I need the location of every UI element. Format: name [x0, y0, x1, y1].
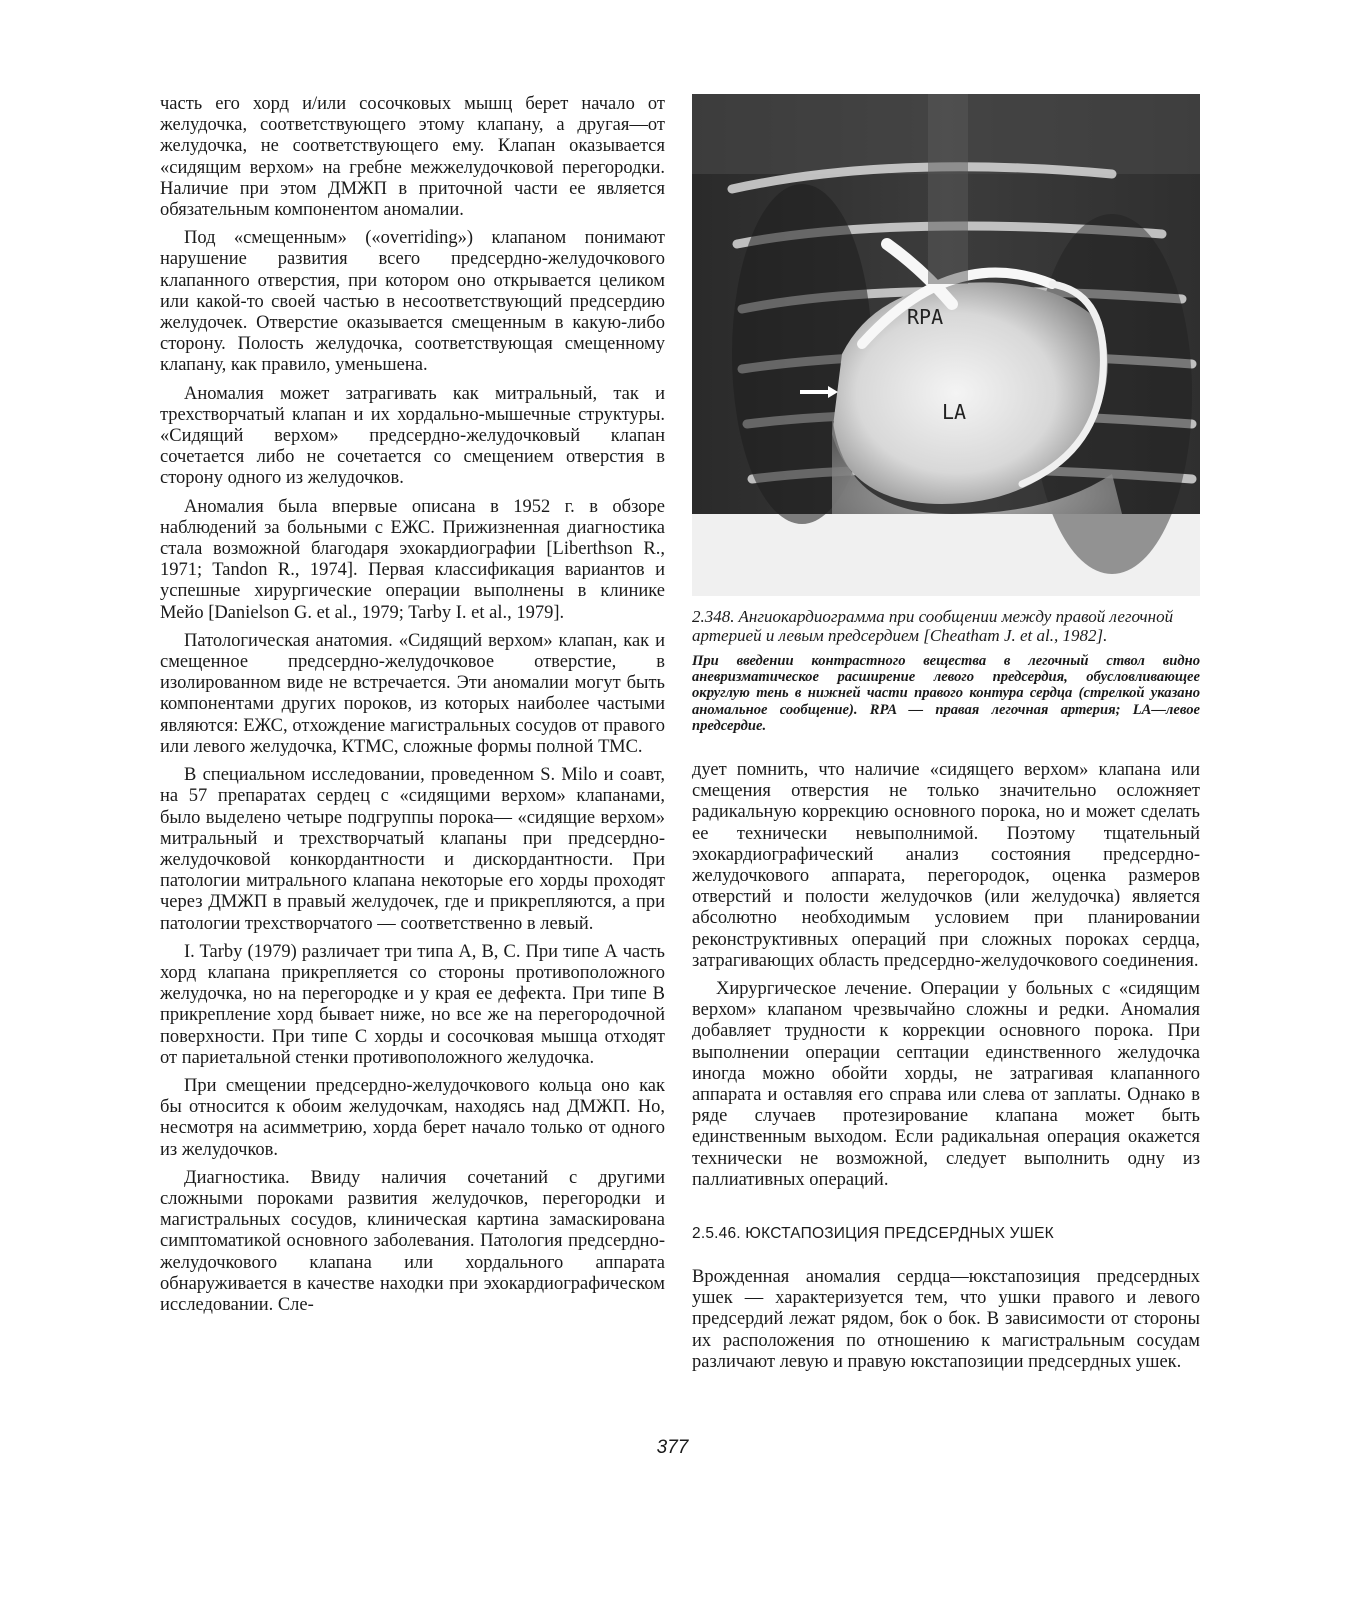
left-paragraph-4: Аномалия была впервые описана в 1952 г. в обзоре наблюдений за больными с ЕЖС. Прижизненная диагностика стала возможной благодаря эхокардиографии [Liberthson R., 1971; Tandon R., 1974]. Первая классификация вариантов и успешные хирургические операции выполнены в клинике Мейо [Danielson G. et al., 1979; Tarby I. et al., 1979]. [160, 496, 665, 623]
rpa-label: RPA [907, 305, 944, 329]
angiocardiogram-image [692, 94, 1200, 596]
angiocardiogram-figure [692, 94, 1200, 596]
right-paragraph-2: Хирургическое лечение. Операции у больных с «сидящим верхом» клапаном чрезвычайно сложны и редки. Аномалия добавляет трудности к коррекции основного порока. При выполнении операции септации единственного желудочка иногда можно обойти хорды, не затрагивая клапанного аппарата и оставляя его справа или слева от заплаты. Однако в ряде случаев протезирование клапана может быть единственным выходом. Если радикальная операция окажется технически не возможной, следует выполнить одну из паллиативных операций. [692, 979, 1200, 1190]
left-paragraph-2: Под «смещенным» («overriding») клапаном понимают нарушение развития всего предсердно-желудочкового клапанного отверстия, при котором оно открывается целиком или какой-то своей частью в несоответствующий предсердию желудочек. Отверстие оказывается смещенным в какую-либо сторону. Полость желудочка, соответствующая смещенному клапану, как правило, уменьшена. [160, 228, 665, 376]
left-paragraph-1: часть его хорд и/или сосочковых мышц берет начало от желудочка, соответствующего этому клапану, а другая—от желудочка, не соответствующего ему. Клапан оказывается «сидящим верхом» на гребне межжелудочковой перегородки. Наличие при этом ДМЖП в приточной части ее является обязательным компонентом аномалии. [160, 94, 665, 221]
left-paragraph-3: Аномалия может затрагивать как митральный, так и трехстворчатый клапан и их хордально-мышечные структуры. «Сидящий верхом» предсердно-желудочковый клапан сочетается либо не сочетается со смещением отверстия в сторону одного из желудочков. [160, 383, 665, 489]
left-paragraph-7: I. Tarby (1979) различает три типа А, В, С. При типе А часть хорд клапана прикрепляется со стороны противоположного желудочка, но на перегородке и у края ее дефекта. При типе В прикрепление хорд бывает ниже, но все же на перегородочной поверхности. При типе С хорды и сосочковая мышца отходят от париетальной стенки противоположного желудочка. [160, 941, 665, 1068]
figure-caption-text: Ангиокардиограмма при сообщении между правой легочной артерией и левым предсердием [Cheatham J. et al., 1982]. [692, 607, 1174, 645]
figure-caption [692, 608, 1200, 645]
left-paragraph-6: В специальном исследовании, проведенном S. Milo и соавт, на 57 препаратах сердец с «сидящими верхом» клапанами, было выделено четыре подгруппы порока— «сидящие верхом» митральный и трехстворчатый клапаны при предсердно-желудочковой конкордантности и дискордантности. При патологии митрального клапана некоторые его хорды проходят через ДМЖП в правый желудочек, где и прикрепляются, а при патологии трехстворчатого — соответственно в левый. [160, 765, 665, 934]
la-label: LA [942, 400, 967, 424]
section-paragraph: Врожденная аномалия сердца—юкстапозиция предсердных ушек — характеризуется тем, что ушки правого и левого предсердий лежат рядом, бок о бок. В зависимости от стороны их расположения по отношению к магистральным сосудам различают левую и правую юкстапозиции предсердных ушек. [692, 1267, 1200, 1372]
section-heading: 2.5.46. ЮКСТАПОЗИЦИЯ ПРЕДСЕРДНЫХ УШЕК [692, 1225, 1054, 1243]
left-paragraph-8: При смещении предсердно-желудочкового кольца оно как бы относится к обоим желудочкам, находясь над ДМЖП. Но, несмотря на асимметрию, хорда берет начало только от одного из желудочков. [160, 1075, 665, 1160]
right-paragraph-1: дует помнить, что наличие «сидящего верхом» клапана или смещения отверстия не только значительно осложняет радикальную коррекцию основного порока, но и может сделать ее технически невыполнимой. Поэтому тщательный эхокардиографический анализ состояния предсердно-желудочкового аппарата, перегородок, оценка размеров отверстий и полости желудочков (или желудочка) является абсолютно необходимым условием при планировании реконструктивных операций при сложных пороках сердца, затрагивающих область предсердно-желудочкового соединения. [692, 760, 1200, 971]
right-column [692, 94, 1200, 1380]
page-number: 377 [656, 1437, 689, 1458]
left-paragraph-5: Патологическая анатомия. «Сидящий верхом» клапан, как и смещенное предсердно-желудочковое отверстие, в изолированном виде не встречается. Эти аномалии могут быть компонентами других пороков, из которых наиболее частыми являются: ЕЖС, отхождение магистральных сосудов от правого или левого желудочка, КТМС, сложные формы полной ТМС. [160, 630, 665, 757]
figure-number: 2.348. [692, 607, 735, 626]
left-paragraph-9: Диагностика. Ввиду наличия сочетаний с другими сложными пороками развития желудочков, перегородки и магистральных сосудов, клиническая картина замаскирована симптоматикой основного заболевания. Патология предсердно-желудочкового клапана или хордального аппарата обнаруживается в качестве находки при эхокардиографическом исследовании. Сле- [160, 1167, 665, 1315]
figure-note: При введении контрастного вещества в легочный ствол видно аневризматическое расширение левого предсердия, обусловливающее округлую тень в нижней части правого контура сердца (стрелкой указано аномальное сообщение). RPA — правая легочная артерия; LA—левое предсердие. [692, 653, 1200, 734]
left-column [160, 94, 665, 1323]
